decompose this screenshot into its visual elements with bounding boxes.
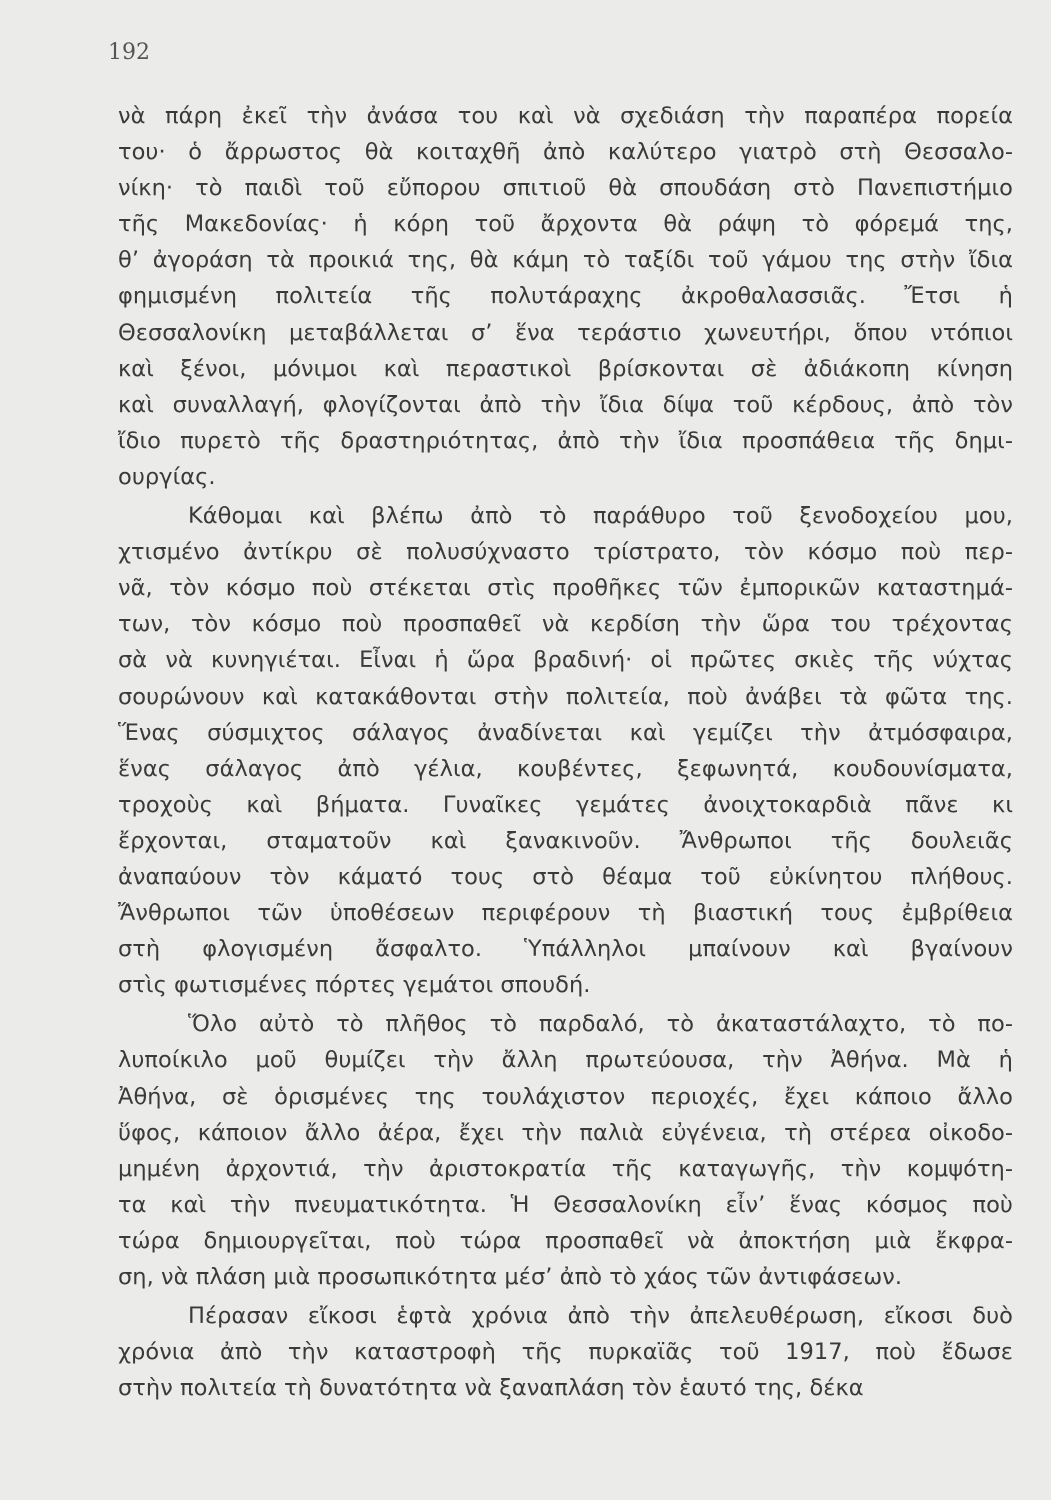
text-line: ουργίας.: [118, 463, 216, 490]
text-line: των, τὸν κόσμο ποὺ προσπαθεῖ νὰ κερδίση τὴν ὥρα του τρέχοντας: [118, 611, 1013, 638]
text-line: ἕνας σάλαγος ἀπὸ γέλια, κουβέντες, ξεφωνητά, κουδουνίσματα,: [118, 755, 1013, 782]
paragraph: [118, 1006, 1013, 1295]
text-line: καὶ συναλλαγή, φλογίζονται ἀπὸ τὴν ἴδια δίψα τοῦ κέρδους, ἀπὸ τὸν: [118, 391, 1013, 418]
text-line: τροχοὺς καὶ βήματα. Γυναῖκες γεμάτες ἀνοιχτοκαρδιὰ πᾶνε κι: [118, 791, 1013, 818]
text-line: Ἀθήνα, σὲ ὁρισμένες της τουλάχιστον περιοχές, ἔχει κάποιο ἄλλο: [118, 1083, 1013, 1110]
text-line: θ’ ἀγοράση τὰ προικιά της, θὰ κάμη τὸ ταξίδι τοῦ γάμου της στὴν ἴδια: [118, 247, 1013, 274]
text-line: Θεσσαλονίκη μεταβάλλεται σ’ ἕνα τεράστιο χωνευτήρι, ὅπου ντόπιοι: [118, 319, 1013, 346]
text-line: καὶ ξένοι, μόνιμοι καὶ περαστικοὶ βρίσκονται σὲ ἀδιάκοπη κίνηση: [118, 355, 1013, 382]
paragraph: [118, 98, 1013, 495]
text-line: στὴ φλογισμένη ἄσφαλτο. Ὑπάλληλοι μπαίνουν καὶ βγαίνουν: [118, 936, 1013, 963]
text-line: νίκη· τὸ παιδὶ τοῦ εὔπορου σπιτιοῦ θὰ σπουδάση στὸ Πανεπιστήμιο: [118, 175, 1013, 202]
text-line: Πέρασαν εἴκοσι ἑφτὰ χρόνια ἀπὸ τὴν ἀπελευθέρωση, εἴκοσι δυὸ: [188, 1303, 1013, 1330]
text-line: Ὅλο αὐτὸ τὸ πλῆθος τὸ παρδαλό, τὸ ἀκαταστάλαχτο, τὸ πο-: [188, 1011, 1013, 1038]
text-line: ὕφος, κάποιον ἄλλο ἀέρα, ἔχει τὴν παλιὰ εὐγένεια, τὴ στέρεα οἰκοδο-: [118, 1119, 1013, 1146]
text-line: Ἄνθρωποι τῶν ὑποθέσεων περιφέρουν τὴ βιαστική τους ἐμβρίθεια: [118, 900, 1013, 927]
text-line: τῆς Μακεδονίας· ἡ κόρη τοῦ ἄρχοντα θὰ ράψη τὸ φόρεμά της,: [118, 211, 1013, 238]
text-line: στὴν πολιτεία τὴ δυνατότητα νὰ ξαναπλάση τὸν ἑαυτό της, δέκα: [118, 1375, 864, 1402]
text-line: ἀναπαύουν τὸν κάματό τους στὸ θέαμα τοῦ εὐκίνητου πλήθους.: [118, 863, 1013, 890]
text-line: στὶς φωτισμένες πόρτες γεμάτοι σπουδή.: [118, 972, 591, 999]
text-line: λυποίκιλο μοῦ θυμίζει τὴν ἄλλη πρωτεύουσα, τὴν Ἀθήνα. Μὰ ἡ: [118, 1047, 1013, 1074]
text-line: ση, νὰ πλάση μιὰ προσωπικότητα μέσ’ ἀπὸ τὸ χάος τῶν ἀντιφάσεων.: [118, 1264, 903, 1290]
text-line: σὰ νὰ κυνηγιέται. Εἶναι ἡ ὥρα βραδινή· οἱ πρῶτες σκιὲς τῆς νύχτας: [118, 647, 1013, 674]
paragraph: [118, 1298, 1013, 1406]
text-line: τώρα δημιουργεῖται, ποὺ τώρα προσπαθεῖ νὰ ἀποκτήση μιὰ ἔκφρα-: [118, 1227, 1013, 1254]
text-line: νὰ πάρη ἐκεῖ τὴν ἀνάσα του καὶ νὰ σχεδιάση τὴν παραπέρα πορεία: [118, 103, 1013, 129]
text-line: ἴδιο πυρετὸ τῆς δραστηριότητας, ἀπὸ τὴν ἴδια προσπάθεια τῆς δημι-: [118, 427, 1013, 454]
text-line: χτισμένο ἀντίκρυ σὲ πολυσύχναστο τρίστρατο, τὸν κόσμο ποὺ περ-: [118, 539, 1013, 566]
text-line: του· ὁ ἄρρωστος θὰ κοιταχθῆ ἀπὸ καλύτερο γιατρὸ στὴ Θεσσαλο-: [118, 139, 1013, 166]
text-line: Κάθομαι καὶ βλέπω ἀπὸ τὸ παράθυρο τοῦ ξενοδοχείου μου,: [188, 503, 1013, 530]
paragraph: [118, 498, 1013, 1003]
text-line: τα καὶ τὴν πνευματικότητα. Ἡ Θεσσαλονίκη εἶν’ ἕνας κόσμος ποὺ: [118, 1191, 1013, 1218]
text-line: χρόνια ἀπὸ τὴν καταστροφὴ τῆς πυρκαϊᾶς τοῦ 1917, ποὺ ἔδωσε: [118, 1339, 1013, 1366]
text-line: σουρώνουν καὶ κατακάθονται στὴν πολιτεία, ποὺ ἀνάβει τὰ φῶτα της.: [118, 683, 1013, 710]
text-line: φημισμένη πολιτεία τῆς πολυτάραχης ἀκροθαλασσιᾶς. Ἔτσι ἡ: [118, 283, 1013, 310]
text-line: νᾶ, τὸν κόσμο ποὺ στέκεται στὶς προθῆκες τῶν ἐμπορικῶν καταστημά-: [118, 575, 1013, 602]
page-number: 192: [108, 40, 150, 65]
text-line: ἔρχονται, σταματοῦν καὶ ξανακινοῦν. Ἄνθρωποι τῆς δουλειᾶς: [118, 827, 1013, 854]
text-line: μημένη ἀρχοντιά, τὴν ἀριστοκρατία τῆς καταγωγῆς, τὴν κομψότη-: [118, 1155, 1013, 1182]
body-text: [118, 98, 1013, 1406]
text-line: Ἕνας σύσμιχτος σάλαγος ἀναδίνεται καὶ γεμίζει τὴν ἀτμόσφαιρα,: [118, 719, 1013, 746]
